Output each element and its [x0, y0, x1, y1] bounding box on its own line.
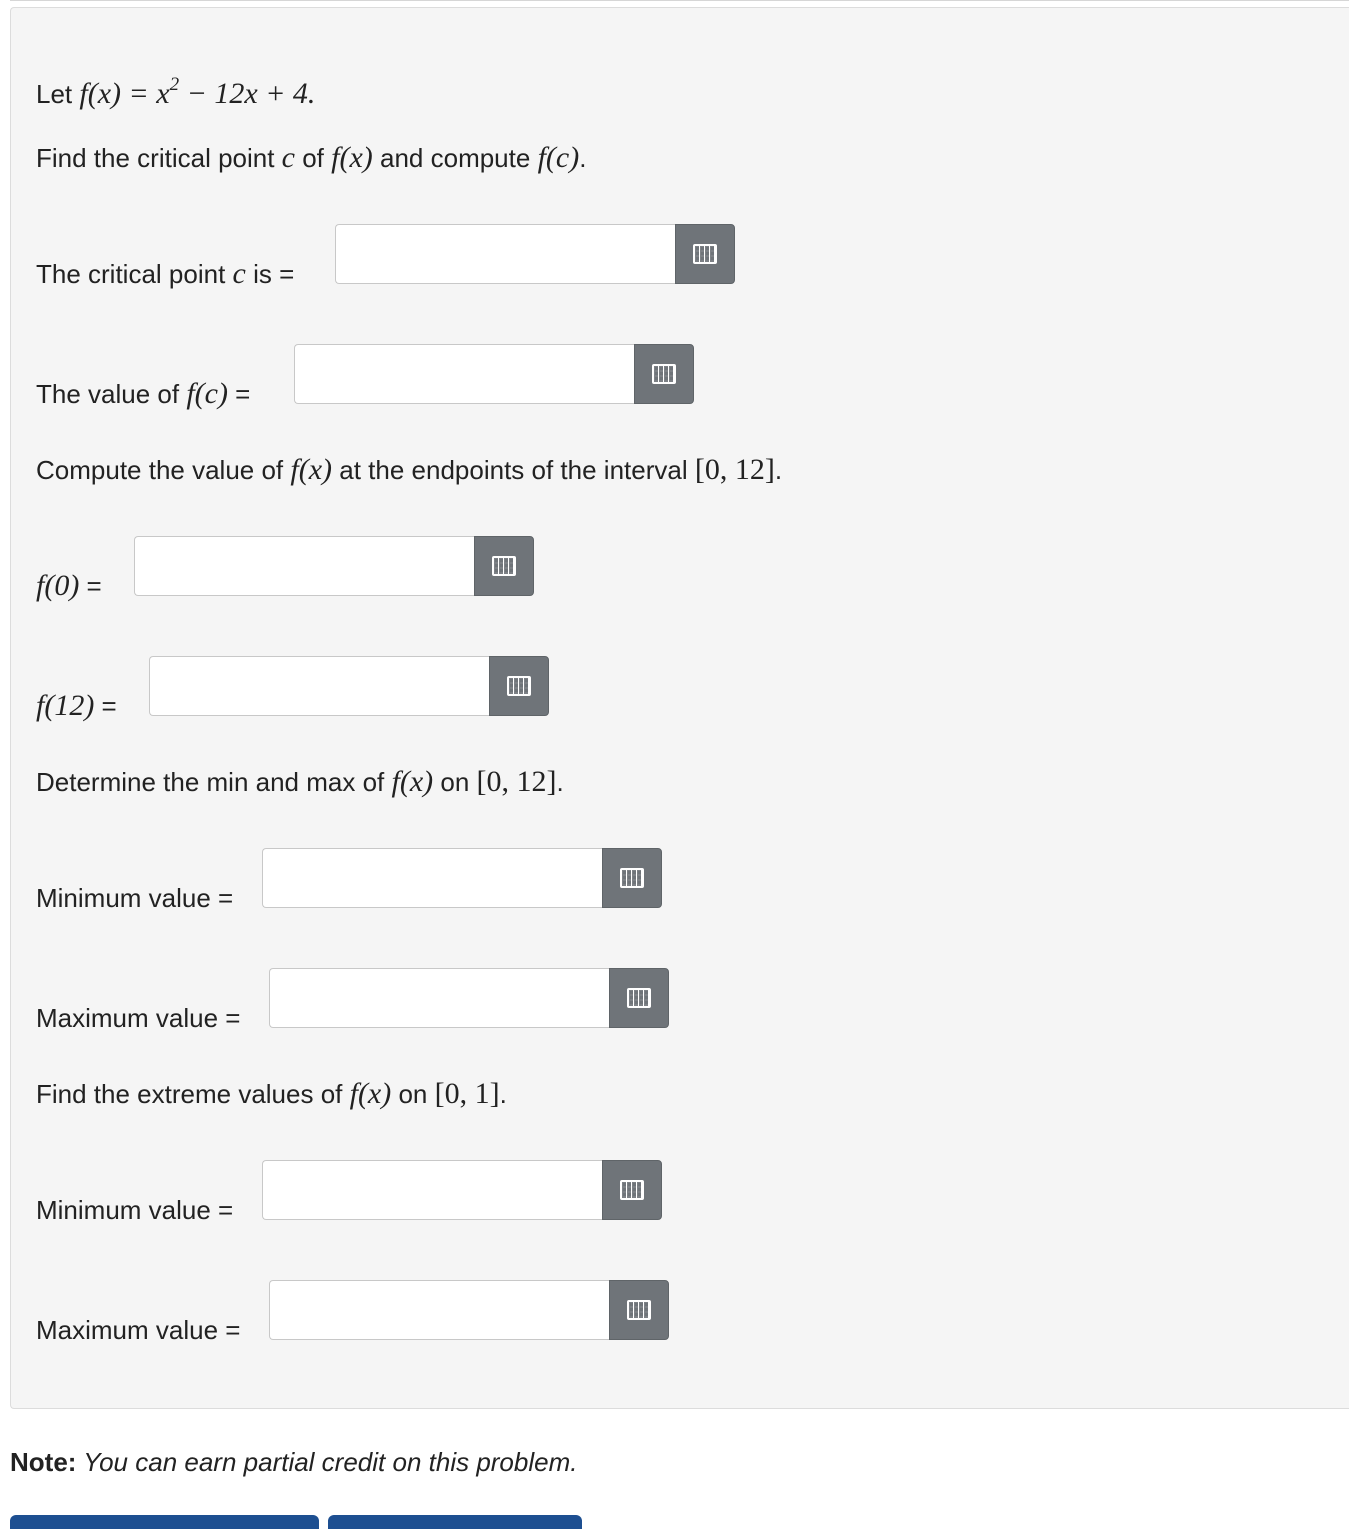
keyboard-grid-icon — [627, 1300, 651, 1320]
keyboard-grid-icon — [620, 868, 644, 888]
label-f12-eq: = — [94, 691, 117, 721]
equation-editor-button-f12[interactable] — [489, 656, 549, 716]
q2-interval: [0, 12] — [694, 453, 775, 486]
label-f0 — [36, 571, 102, 601]
label-critical-point — [36, 259, 294, 289]
min1-input[interactable] — [262, 848, 602, 908]
min1-field — [262, 848, 662, 908]
q1-fx: f(x) — [331, 141, 373, 174]
q2-text-c: at the endpoints of the interval — [332, 455, 695, 485]
keyboard-grid-icon — [627, 988, 651, 1008]
label-fc — [36, 379, 250, 409]
equation-editor-button-f0[interactable] — [474, 536, 534, 596]
f0-field — [134, 536, 534, 596]
q2-fx: f(x) — [290, 453, 333, 486]
q1-fc: f(c) — [537, 141, 580, 174]
q4-text-on: on — [391, 1079, 435, 1109]
q1-text-c: of — [295, 143, 332, 173]
equation-editor-button-min2[interactable] — [602, 1160, 662, 1220]
q3-text-on: on — [433, 767, 477, 797]
max2-input[interactable] — [269, 1280, 609, 1340]
label-min2: Minimum value = — [36, 1195, 234, 1225]
note-text: You can earn partial credit on this problem. — [76, 1447, 578, 1477]
f12-input[interactable] — [149, 656, 489, 716]
q1-text-a: Find the critical point — [36, 143, 282, 173]
label-f12-math: f(12) — [36, 689, 95, 722]
label-fc-eq: = — [227, 379, 251, 409]
max2-field — [269, 1280, 669, 1340]
critical-point-field — [335, 224, 735, 284]
q2-text-a: Compute the value of — [36, 455, 291, 485]
question-critical-point — [36, 143, 586, 173]
f12-field — [149, 656, 549, 716]
keyboard-grid-icon — [652, 364, 676, 384]
q1-period: . — [579, 143, 587, 173]
label-max2: Maximum value = — [36, 1315, 241, 1345]
label-min1: Minimum value = — [36, 883, 234, 913]
equation-editor-button-fc[interactable] — [634, 344, 694, 404]
q3-interval: [0, 12] — [476, 765, 557, 798]
equation-editor-button-min1[interactable] — [602, 848, 662, 908]
label-f0-math: f(0) — [36, 569, 80, 602]
q3-period: . — [556, 767, 564, 797]
label-critical-a: The critical point — [36, 259, 233, 289]
q4-interval: [0, 1] — [434, 1077, 500, 1110]
function-definition: $f(x) = x^2 - 12x + 4$. — [79, 74, 316, 110]
label-fc-a: The value of — [36, 379, 187, 409]
min2-field — [262, 1160, 662, 1220]
equation-editor-button-max2[interactable] — [609, 1280, 669, 1340]
q4-period: . — [499, 1079, 507, 1109]
label-f0-eq: = — [79, 571, 102, 601]
q1-var-c: c — [281, 141, 295, 174]
question-extreme-values — [36, 1079, 507, 1109]
note-label: Note: — [10, 1447, 77, 1477]
q2-period: . — [774, 455, 783, 485]
fc-input[interactable] — [294, 344, 634, 404]
fc-field — [294, 344, 694, 404]
keyboard-grid-icon — [620, 1180, 644, 1200]
q4-fx: f(x) — [349, 1077, 392, 1110]
equation-editor-button-critical[interactable] — [675, 224, 735, 284]
intro-prefix: Let — [36, 79, 80, 109]
label-f12 — [36, 691, 117, 721]
max1-field — [269, 968, 669, 1028]
top-divider — [10, 0, 1349, 7]
max1-input[interactable] — [269, 968, 609, 1028]
label-critical-is: is = — [245, 259, 295, 289]
q1-text-e: and compute — [372, 143, 538, 173]
q3-text-a: Determine the min and max of — [36, 767, 392, 797]
equation-editor-button-max1[interactable] — [609, 968, 669, 1028]
problem-statement — [36, 70, 315, 109]
critical-point-input[interactable] — [335, 224, 675, 284]
keyboard-grid-icon — [507, 676, 531, 696]
q3-fx: f(x) — [391, 765, 434, 798]
q4-text-a: Find the extreme values of — [36, 1079, 350, 1109]
label-fc-math: f(c) — [186, 377, 228, 410]
keyboard-grid-icon — [693, 244, 717, 264]
keyboard-grid-icon — [492, 556, 516, 576]
question-min-max — [36, 767, 564, 797]
partial-credit-note — [10, 1447, 577, 1478]
label-max1: Maximum value = — [36, 1003, 241, 1033]
question-endpoints — [36, 455, 782, 485]
label-critical-c: c — [232, 257, 246, 290]
min2-input[interactable] — [262, 1160, 602, 1220]
f0-input[interactable] — [134, 536, 474, 596]
